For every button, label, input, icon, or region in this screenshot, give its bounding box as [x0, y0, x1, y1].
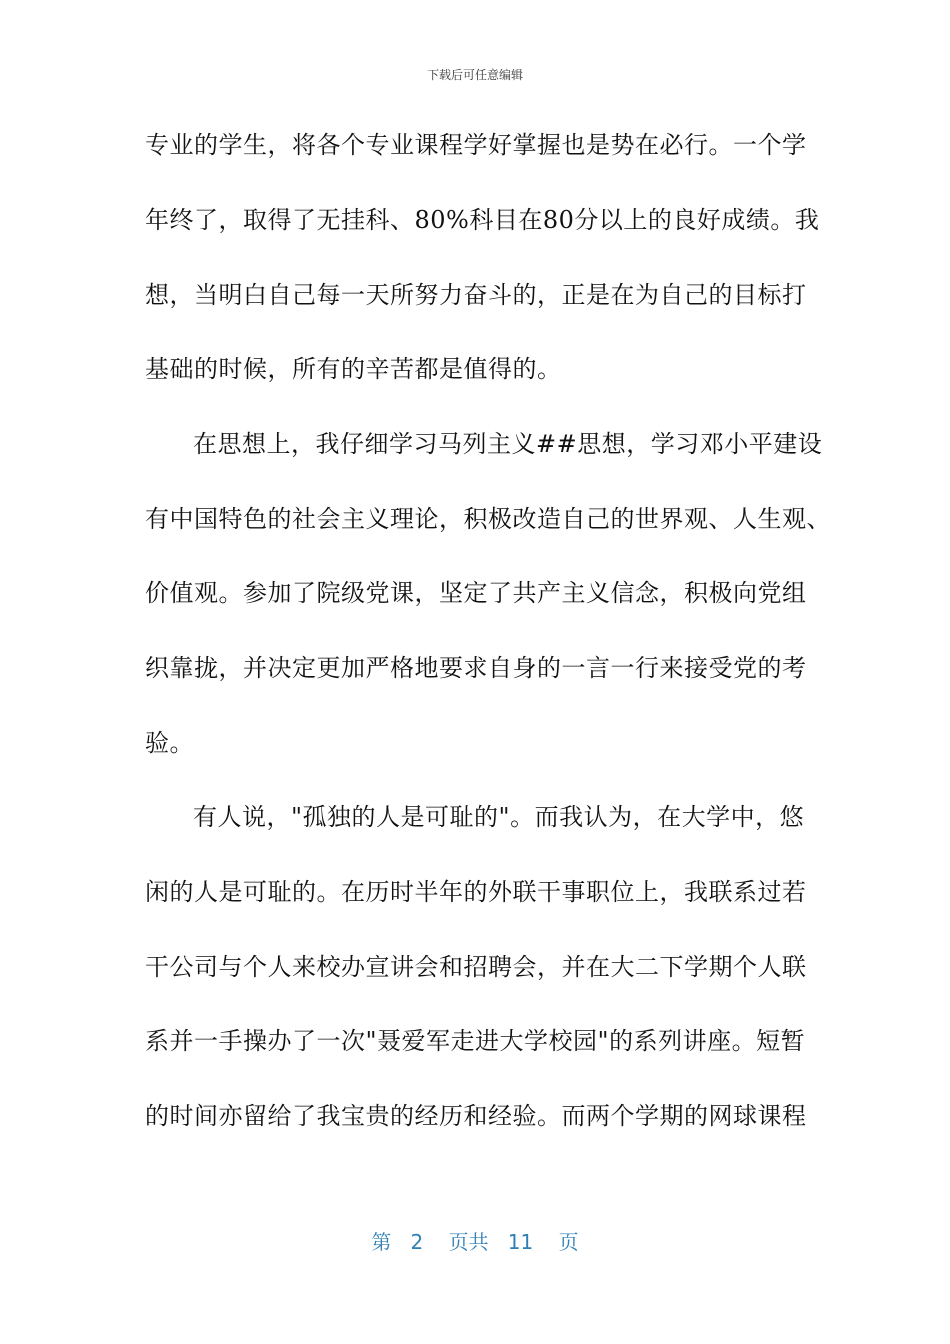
- text-line: 价值观。参加了院级党课，坚定了共产主义信念，积极向党组: [145, 579, 807, 607]
- text-line: 基础的时候，所有的辛苦都是值得的。: [145, 355, 562, 383]
- header-note: 下载后可任意编辑: [426, 68, 523, 82]
- text-line: 闲的人是可耻的。在历时半年的外联干事职位上，我联系过若: [145, 878, 807, 906]
- footer-middle: 页共: [448, 1230, 489, 1254]
- total-pages-number: 11: [507, 1230, 534, 1254]
- text-line: 验。: [145, 729, 194, 757]
- text-line: 的时间亦留给了我宝贵的经历和经验。而两个学期的网球课程: [145, 1102, 807, 1130]
- text-line: 干公司与个人来校办宣讲会和招聘会，并在大二下学期个人联: [145, 953, 807, 981]
- text-line: 想，当明白自己每一天所努力奋斗的，正是在为自己的目标打: [145, 281, 807, 309]
- current-page-number: 2: [410, 1230, 424, 1254]
- footer-suffix: 页: [558, 1230, 579, 1254]
- text-line: 织靠拢，并决定更加严格地要求自身的一言一行来接受党的考: [145, 654, 807, 682]
- text-line: 专业的学生，将各个专业课程学好掌握也是势在必行。一个学: [145, 131, 807, 159]
- text-line: 年终了，取得了无挂科、80%科目在80分以上的良好成绩。我: [145, 206, 820, 234]
- text-line: 有中国特色的社会主义理论，积极改造自己的世界观、人生观、: [145, 505, 831, 533]
- footer-prefix: 第: [371, 1230, 392, 1254]
- paragraph-start-line: 有人说，"孤独的人是可耻的"。而我认为，在大学中，悠: [193, 803, 805, 831]
- text-line: 系并一手操办了一次"聂爱军走进大学校园"的系列讲座。短暂: [145, 1027, 806, 1055]
- page-footer: [0, 1226, 950, 1255]
- paragraph-start-line: 在思想上，我仔细学习马列主义##思想，学习邓小平建设: [193, 430, 823, 458]
